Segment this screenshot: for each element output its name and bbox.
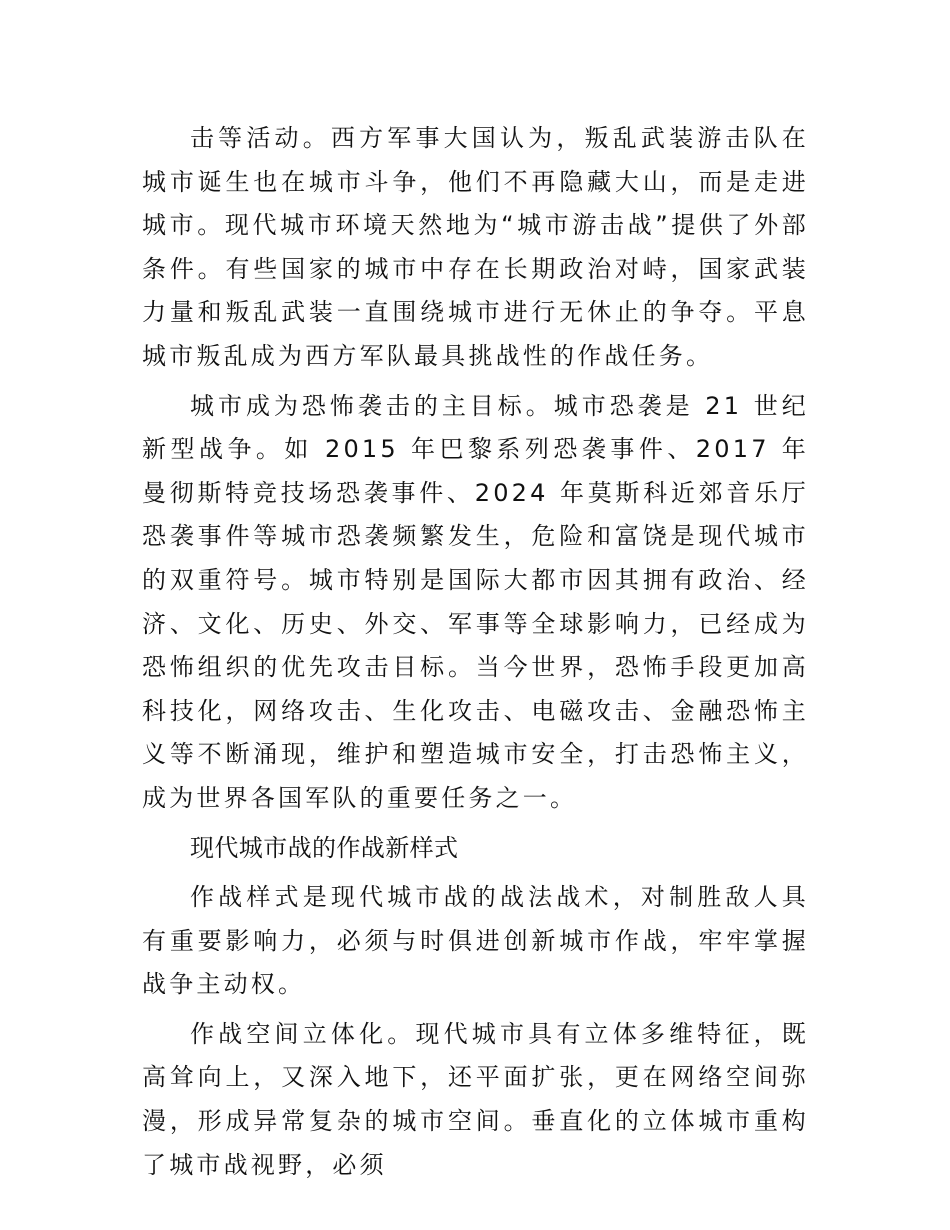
paragraph-terror-attacks: 城市成为恐怖袭击的主目标。城市恐袭是 21 世纪新型战争。如 2015 年巴黎系列恐袭事件、2017 年曼彻斯特竞技场恐袭事件、2024 年莫斯科近郊音乐厅恐袭事件等城市恐袭频繁发生，危险和富饶是现代城市的双重符号。城市特别是国际大都市因其拥有政治、经济、文化、历史、外交、军事等全球影响力，已经成为恐怖组织的优先攻击目标。当今世界，恐怖手段更加高科技化，网络攻击、生化攻击、电磁攻击、金融恐怖主义等不断涌现，维护和塑造城市安全，打击恐怖主义，成为世界各国军队的重要任务之一。 xyxy=(142,391,809,812)
paragraph-urban-guerrilla: 击等活动。西方军事大国认为，叛乱武装游击队在城市诞生也在城市斗争，他们不再隐藏大山，而是走进城市。现代城市环境天然地为“城市游击战”提供了外部条件。有些国家的城市中存在长期政治对峙，国家武装力量和叛乱武装一直围绕城市进行无休止的争夺。平息城市叛乱成为西方军队最具挑战性的作战任务。 xyxy=(142,124,809,370)
section-heading: 现代城市战的作战新样式 xyxy=(190,833,459,862)
document-page xyxy=(142,117,809,1187)
paragraph-combat-styles-intro: 作战样式是现代城市战的战法战术，对制胜敌人具有重要影响力，必须与时俱进创新城市作战，牢牢掌握战争主动权。 xyxy=(142,883,809,999)
paragraph-3d-combat-space: 作战空间立体化。现代城市具有立体多维特征，既高耸向上，又深入地下，还平面扩张，更在网络空间弥漫，形成异常复杂的城市空间。垂直化的立体城市重构了城市战视野，必须 xyxy=(142,1019,809,1179)
